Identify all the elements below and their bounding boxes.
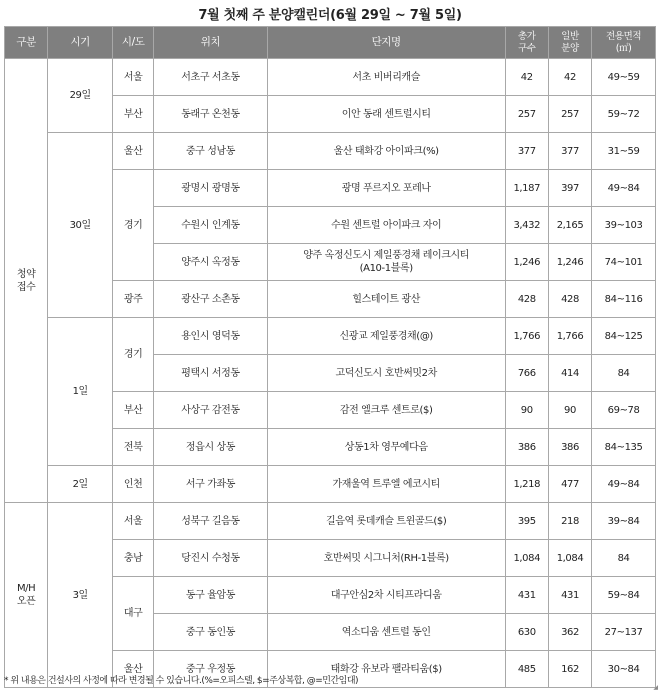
category-cell: 청약 접수 xyxy=(5,59,48,503)
date-cell: 2일 xyxy=(48,466,113,503)
location-cell: 동래구 온천동 xyxy=(154,96,268,133)
complex-cell: 태화강 유보라 팰라티움($) xyxy=(267,651,505,688)
header-general-line2: 분양 xyxy=(561,42,579,54)
table-row xyxy=(5,466,656,503)
region-cell: 서울 xyxy=(113,59,154,96)
area-cell: 84 xyxy=(592,355,656,392)
complex-cell: 호반써밋 시그니처(RH-1블록) xyxy=(267,540,505,577)
header-total-line2: 구수 xyxy=(517,42,536,54)
area-cell: 30~84 xyxy=(592,651,656,688)
general-units-cell: 218 xyxy=(548,503,591,540)
header-total xyxy=(505,27,548,59)
header-general-line1: 일반 xyxy=(561,30,579,42)
general-units-cell: 90 xyxy=(548,392,591,429)
location-cell: 사상구 감전동 xyxy=(154,392,268,429)
corner-mark: ◢ xyxy=(653,684,658,691)
footnote: * 위 내용은 건설사의 사정에 따라 변경될 수 있습니다.(%=오피스텔, $=주상복합, @=민간임대) xyxy=(4,676,359,686)
complex-cell: 상동1차 영무예다음 xyxy=(267,429,505,466)
table-row xyxy=(5,59,656,96)
area-cell: 59~84 xyxy=(592,577,656,614)
total-units-cell: 1,218 xyxy=(505,466,548,503)
location-cell: 수원시 인계동 xyxy=(154,207,268,244)
location-cell: 성북구 길음동 xyxy=(154,503,268,540)
date-cell: 30일 xyxy=(48,133,113,318)
total-units-cell: 485 xyxy=(505,651,548,688)
complex-cell: 신광교 제일풍경채(@) xyxy=(267,318,505,355)
schedule-table xyxy=(4,26,656,688)
header-area-line1: 전용면적 xyxy=(606,30,642,42)
location-cell: 중구 성남동 xyxy=(154,133,268,170)
area-cell: 39~84 xyxy=(592,503,656,540)
general-units-cell: 414 xyxy=(548,355,591,392)
region-cell: 부산 xyxy=(113,96,154,133)
complex-cell: 고덕신도시 호반써밋2차 xyxy=(267,355,505,392)
area-cell: 31~59 xyxy=(592,133,656,170)
total-units-cell: 630 xyxy=(505,614,548,651)
complex-cell: 길음역 롯데캐슬 트윈골드($) xyxy=(267,503,505,540)
complex-cell: 서초 비버리캐슬 xyxy=(267,59,505,96)
area-cell: 59~72 xyxy=(592,96,656,133)
area-cell: 49~59 xyxy=(592,59,656,96)
total-units-cell: 3,432 xyxy=(505,207,548,244)
location-cell: 당진시 수청동 xyxy=(154,540,268,577)
header-area-line2: (㎡) xyxy=(615,42,632,54)
location-cell: 광명시 광명동 xyxy=(154,170,268,207)
complex-cell: 수원 센트럴 아이파크 자이 xyxy=(267,207,505,244)
total-units-cell: 1,766 xyxy=(505,318,548,355)
region-cell: 울산 xyxy=(113,651,154,688)
category-cell: M/H 오픈 xyxy=(5,503,48,688)
date-cell: 29일 xyxy=(48,59,113,133)
header-category: 구분 xyxy=(5,27,48,59)
page-title: 7월 첫째 주 분양캘린더(6월 29일 ~ 7월 5일) xyxy=(198,8,462,23)
area-cell: 39~103 xyxy=(592,207,656,244)
total-units-cell: 428 xyxy=(505,281,548,318)
header-general xyxy=(548,27,591,59)
header-date: 시기 xyxy=(48,27,113,59)
location-cell: 중구 동인동 xyxy=(154,614,268,651)
header-region: 시/도 xyxy=(113,27,154,59)
location-cell: 광산구 소촌동 xyxy=(154,281,268,318)
region-cell: 경기 xyxy=(113,318,154,392)
region-cell: 전북 xyxy=(113,429,154,466)
general-units-cell: 428 xyxy=(548,281,591,318)
complex-cell: 광명 푸르지오 포레나 xyxy=(267,170,505,207)
area-cell: 84~116 xyxy=(592,281,656,318)
header-complex: 단지명 xyxy=(267,27,505,59)
area-cell: 84~135 xyxy=(592,429,656,466)
complex-cell: 힐스테이트 광산 xyxy=(267,281,505,318)
general-units-cell: 362 xyxy=(548,614,591,651)
header-area xyxy=(592,27,656,59)
complex-cell: 감전 엘크루 센트로($) xyxy=(267,392,505,429)
area-cell: 74~101 xyxy=(592,244,656,281)
general-units-cell: 2,165 xyxy=(548,207,591,244)
total-units-cell: 42 xyxy=(505,59,548,96)
complex-cell: 이안 동래 센트럴시티 xyxy=(267,96,505,133)
total-units-cell: 431 xyxy=(505,577,548,614)
total-units-cell: 257 xyxy=(505,96,548,133)
table-body xyxy=(5,59,656,688)
complex-cell: 양주 옥정신도시 제일풍경채 레이크시티 (A10-1블록) xyxy=(267,244,505,281)
location-cell: 동구 율암동 xyxy=(154,577,268,614)
general-units-cell: 1,084 xyxy=(548,540,591,577)
date-cell: 3일 xyxy=(48,503,113,688)
region-cell: 충남 xyxy=(113,540,154,577)
location-cell: 정읍시 상동 xyxy=(154,429,268,466)
total-units-cell: 386 xyxy=(505,429,548,466)
total-units-cell: 377 xyxy=(505,133,548,170)
header-location: 위치 xyxy=(154,27,268,59)
table-header-row xyxy=(5,27,656,59)
location-cell: 서초구 서초동 xyxy=(154,59,268,96)
region-cell: 부산 xyxy=(113,392,154,429)
area-cell: 69~78 xyxy=(592,392,656,429)
total-units-cell: 90 xyxy=(505,392,548,429)
complex-cell: 역소디움 센트럴 동인 xyxy=(267,614,505,651)
area-cell: 27~137 xyxy=(592,614,656,651)
location-cell: 평택시 서정동 xyxy=(154,355,268,392)
general-units-cell: 397 xyxy=(548,170,591,207)
general-units-cell: 377 xyxy=(548,133,591,170)
general-units-cell: 162 xyxy=(548,651,591,688)
complex-cell: 대구안심2차 시티프라디움 xyxy=(267,577,505,614)
complex-cell: 가재울역 트루엘 에코시티 xyxy=(267,466,505,503)
general-units-cell: 477 xyxy=(548,466,591,503)
header-total-line1: 총가 xyxy=(517,30,536,42)
total-units-cell: 1,187 xyxy=(505,170,548,207)
area-cell: 84~125 xyxy=(592,318,656,355)
general-units-cell: 386 xyxy=(548,429,591,466)
region-cell: 울산 xyxy=(113,133,154,170)
region-cell: 인천 xyxy=(113,466,154,503)
region-cell: 경기 xyxy=(113,170,154,281)
general-units-cell: 1,766 xyxy=(548,318,591,355)
general-units-cell: 257 xyxy=(548,96,591,133)
general-units-cell: 42 xyxy=(548,59,591,96)
table-row xyxy=(5,318,656,355)
area-cell: 84 xyxy=(592,540,656,577)
table-row xyxy=(5,133,656,170)
region-cell: 서울 xyxy=(113,503,154,540)
area-cell: 49~84 xyxy=(592,170,656,207)
location-cell: 양주시 옥정동 xyxy=(154,244,268,281)
location-cell: 중구 우정동 xyxy=(154,651,268,688)
date-cell: 1일 xyxy=(48,318,113,466)
area-cell: 49~84 xyxy=(592,466,656,503)
total-units-cell: 1,246 xyxy=(505,244,548,281)
location-cell: 용인시 영덕동 xyxy=(154,318,268,355)
total-units-cell: 395 xyxy=(505,503,548,540)
table-row xyxy=(5,503,656,540)
location-cell: 서구 가좌동 xyxy=(154,466,268,503)
total-units-cell: 766 xyxy=(505,355,548,392)
region-cell: 대구 xyxy=(113,577,154,651)
complex-cell: 울산 태화강 아이파크(%) xyxy=(267,133,505,170)
region-cell: 광주 xyxy=(113,281,154,318)
general-units-cell: 1,246 xyxy=(548,244,591,281)
total-units-cell: 1,084 xyxy=(505,540,548,577)
general-units-cell: 431 xyxy=(548,577,591,614)
